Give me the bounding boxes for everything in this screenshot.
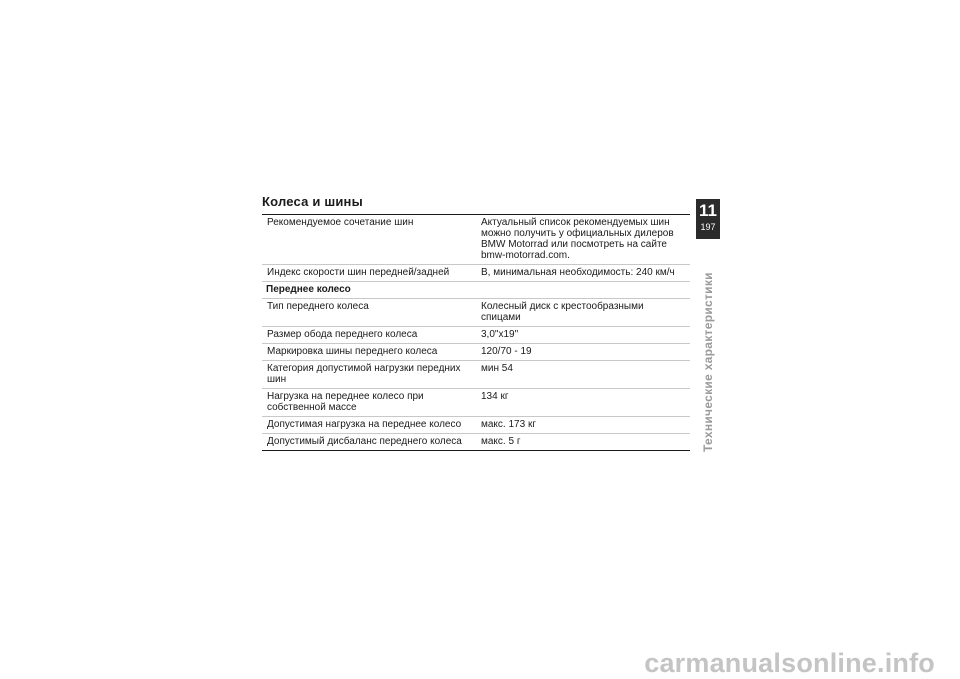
row-value: 120/70 - 19 — [477, 344, 690, 361]
front-wheel-subheading-row — [262, 282, 690, 299]
table-row — [262, 215, 690, 265]
table-row — [262, 299, 690, 327]
specs-table — [262, 214, 690, 451]
row-value: 3,0"x19" — [477, 327, 690, 344]
row-label: Категория допустимой нагрузки передних шин — [262, 361, 477, 389]
chapter-number: 11 — [699, 201, 717, 220]
row-value: 134 кг — [477, 389, 690, 417]
row-label: Допустимая нагрузка на переднее колесо — [262, 417, 477, 434]
table-row — [262, 434, 690, 451]
row-label: Тип переднего колеса — [262, 299, 477, 327]
chapter-title: Технические характеристики — [701, 272, 715, 452]
table-row — [262, 265, 690, 282]
watermark: carmanualsonline.info — [644, 648, 935, 678]
table-row — [262, 344, 690, 361]
row-label: Размер обода переднего колеса — [262, 327, 477, 344]
table-row — [262, 389, 690, 417]
page-number: 197 — [700, 222, 716, 232]
row-value: мин 54 — [477, 361, 690, 389]
row-label: Нагрузка на переднее колесо при собственной массе — [262, 389, 477, 417]
row-value: Актуальный список рекомендуемых шин можно получить у официальных дилеров BMW Motorrad или посмотреть на сайте bmw-motorrad.com. — [477, 215, 690, 265]
table-row — [262, 361, 690, 389]
section-title: Колеса и шины — [262, 194, 363, 209]
row-value: В, минимальная необходимость: 240 км/ч — [477, 265, 690, 282]
table-row — [262, 327, 690, 344]
row-label: Маркировка шины переднего колеса — [262, 344, 477, 361]
row-value: макс. 173 кг — [477, 417, 690, 434]
row-label: Рекомендуемое сочетание шин — [262, 215, 477, 265]
row-label: Допустимый дисбаланс переднего колеса — [262, 434, 477, 451]
row-value: макс. 5 г — [477, 434, 690, 451]
front-wheel-subheading: Переднее колесо — [262, 282, 690, 299]
row-value: Колесный диск с крестообразными спицами — [477, 299, 690, 327]
table-row — [262, 417, 690, 434]
row-label: Индекс скорости шин передней/задней — [262, 265, 477, 282]
chapter-tab — [696, 199, 720, 239]
